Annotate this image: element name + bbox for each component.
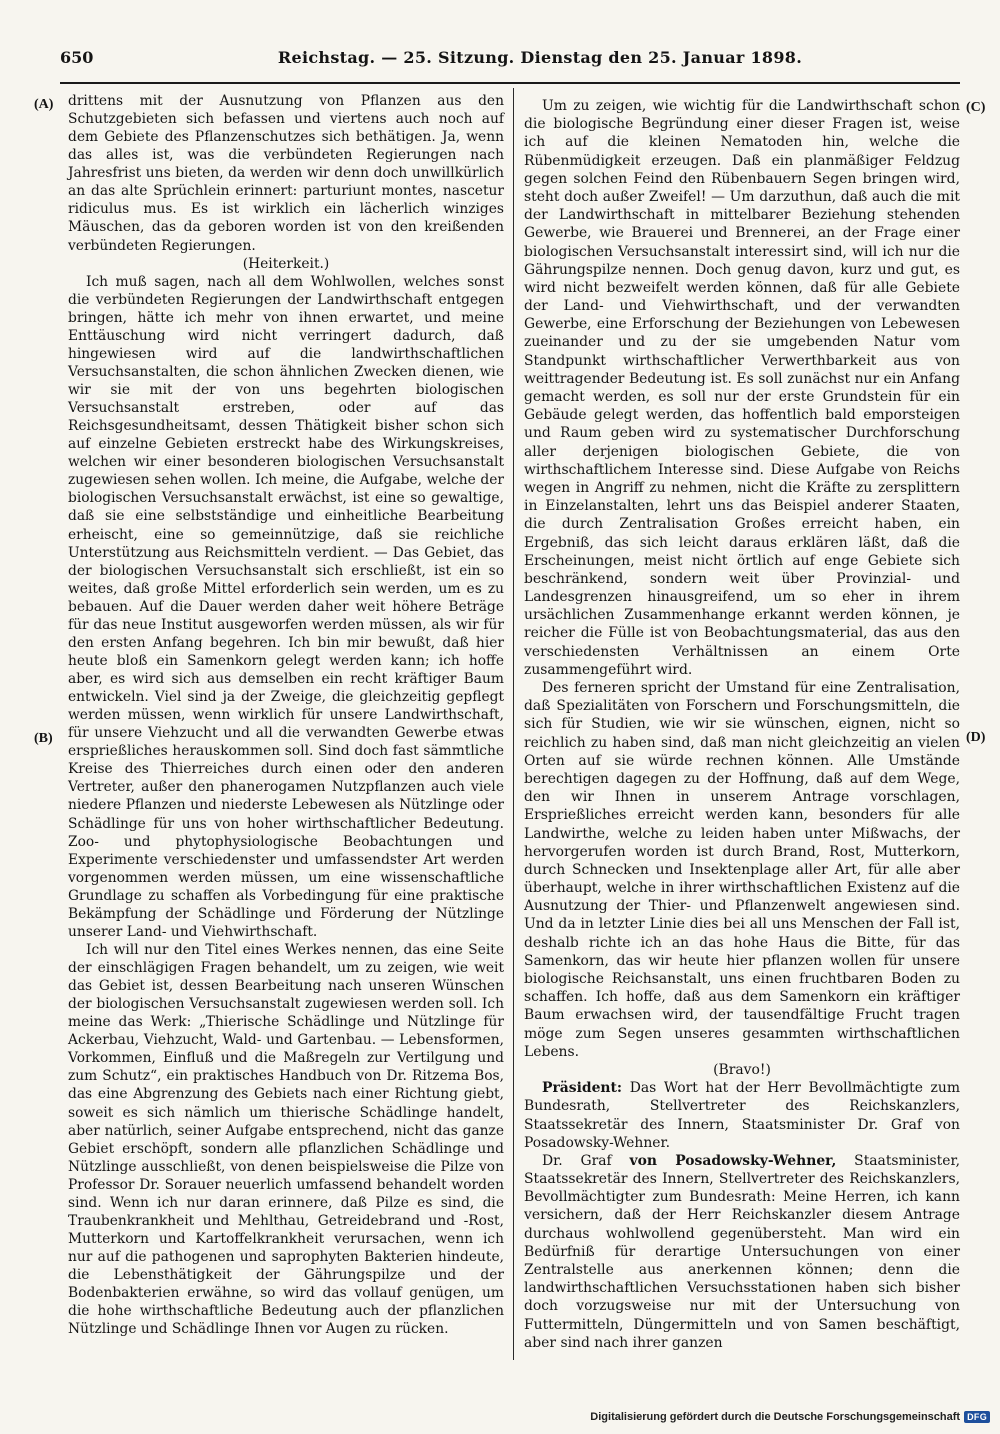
margin-marker-a: (A): [34, 97, 54, 112]
paragraph: Ich muß sagen, nach all dem Wohlwollen, welches sonst die verbündeten Regierungen der Landwirthschaft entgegen bringen, hätte ich mehr von ihnen erwartet, und meine Enttäuschung wird nicht verringert dadurch, daß hingewiesen wird auf die landwirthschaftlichen Versuchsanstalten, die schon ähnlichen Zwecken dienen, wie wir sie mit der von uns begehrten biologischen Versuchsanstalt erstreben, oder auf das Reichsgesundheitsamt, dessen Thätigkeit bisher schon sich auf einzelne Gebieten erstreckt habe des Wirkungskreises, welchen wir einer besonderen biologischen Versuchsanstalt zugewiesen sehen wollen. Ich meine, die Aufgabe, welche der biologischen Versuchsanstalt erwächst, ist eine so gewaltige, daß sie eine selbstständige und einheitliche Bearbeitung erheischt, eine so gemeinnützige, daß sie reichliche Unterstützung aus Reichsmitteln verdient. — Das Gebiet, das der biologischen Versuchsanstalt sich erschließt, ist ein so weites, daß große Mittel erforderlich sein werden, um es zu bebauen. Auf die Dauer werden daher weit höhere Beträge für das neue Institut ausgeworfen werden müssen, als wir für den ersten Anfang begehren. Ich bin mir bewußt, daß hier heute bloß ein Samenkorn gelegt werden kann; ich hoffe aber, es wird sich aus demselben ein recht kräftiger Baum entwickeln. Viel sind ja der Zweige, die gleichzeitig gepflegt werden müssen, wenn wirklich für unsere Landwirthschaft, für unsere Viehzucht und all die verwandten Gewerbe etwas ersprießliches herauskommen soll. Sind doch fast sämmtliche Kreise des Thierreiches durch einen oder den anderen Vertreter, außer den phanerogamen Nutzpflanzen auch viele niedere Pflanzen und niederste Lebewesen als Nützlinge oder Schädlinge für uns von hoher wirthschaftlicher Bedeutung. Zoo- und phytophysiologische Beobachtungen und Experimente verschiedenster und umfassendster Art werden vorgenommen werden müssen, um eine wissenschaftliche Grundlage zu schaffen als Vorbedingung für eine praktische Bekämpfung der Schädlinge und Förderung der Nützlinge unserer Land- und Viehwirthschaft.: [68, 273, 504, 940]
speech-text: Staatsminister, Staatssekretär des Innern, Stellvertreter des Reichskanzlers, Bevollmächtigter zum Bundesrath: Meine Herren, ich kann versichern, daß der Herr Reichskanzler diesem Antrage durchaus wohlwollend gegenübersteht. Man wird ein Bedürfniß für derartige Untersuchungen von einer Zentralstelle aus anerkennen können; denn die landwirthschaftlichen Versuchsstationen haben sich bisher doch vorzugsweise nur mit der Untersuchung von Futtermitteln, Düngermitteln und von Samen beschäftigt, aber sind nach ihrer ganzen: [524, 1152, 961, 1351]
margin-marker-c: (C): [966, 100, 986, 115]
running-head: Reichstag. — 25. Sitzung. Dienstag den 25. Januar 1898.: [277, 48, 803, 67]
footer-credit: Digitalisierung gefördert durch die Deutsche Forschungsgemeinschaft: [590, 1411, 961, 1423]
margin-marker-b: (B): [34, 731, 53, 746]
page-footer: [590, 1411, 990, 1423]
paragraph: Um zu zeigen, wie wichtig für die Landwirthschaft schon die biologische Begründung einer dieser Fragen ist, weise ich auf die kleinen Nematoden hin, welche die Rübenmüdigkeit erzeugen. Daß ein planmäßiger Feldzug gegen solchen Feind den Rübenbauern Segen bringen wird, steht doch außer Zweifel! — Um darzuthun, daß auch die mit der Landwirthschaft in mittelbarer Beziehung stehenden Gewerbe, wie Brauerei und Brennerei, an der Frage einer biologischen Versuchsanstalt interessirt sind, will ich nur die Gährungspilze nennen. Doch genug davon, kurz und gut, es wird nicht bezweifelt werden können, daß für alle Gebiete der Land- und Viehwirthschaft, und der verwandten Gewerbe, eine Erforschung der Beziehungen von Lebewesen zueinander und zu der sie umgebenden Natur vom Standpunkt wirthschaftlicher Verwerthbarkeit aus von weittragender Bedeutung ist. Es soll zunächst nur ein Anfang gemacht werden, es soll nur der erste Grundstein für ein Gebäude gelegt werden, das hoffentlich bald emporsteigen und Raum geben wird zu systematischer Durchforschung aller derjenigen biologischen Gebiete, die von wirthschaftlichem Interesse sind. Diese Aufgabe von Reichs wegen in Angriff zu nehmen, nicht die Kräfte zu zersplittern in Einzelanstalten, lehrt uns das Beispiel anderer Staaten, die durch Zentralisation Großes erreicht haben, ein Ergebniß, das sich leicht daraus erklären läßt, daß die Erscheinungen, meist nicht örtlich auf enge Gebiete sich beschränkend, sondern weit über Provinzial- und Landesgrenzen hinausgreifend, um so eher in ihrem ursächlichen Zusammenhange erkannt werden können, je reicher die Fülle ist von Beobachtungsmaterial, das aus den verschiedensten Verhältnissen an einem Orte zusammengeführt wird.: [524, 98, 960, 678]
dfg-logo: DFG: [964, 1411, 990, 1423]
speech-text: Das Wort hat der Herr Bevollmächtigte zum Bundesrath, Stellvertreter des Reichskanzlers, Staatssekretär des Innern, Staatsminister Dr. Graf von Posadowsky-Wehner.: [524, 1080, 960, 1151]
speaker-prefix: Dr. Graf: [542, 1152, 630, 1169]
header-rule: [60, 82, 960, 84]
page-number: 650: [60, 48, 94, 67]
paragraph: Ich will nur den Titel eines Werkes nennen, das eine Seite der einschlägigen Fragen behandelt, um zu zeigen, wie weit das Gebiet ist, dessen Bearbeitung nach unseren Wünschen der biologischen Versuchsanstalt zugewiesen werden soll. Ich meine das Werk: „Thierische Schädlinge und Nützlinge für Ackerbau, Viehzucht, Wald- und Gartenbau. — Lebensformen, Vorkommen, Einfluß und die Maßregeln zur Vertilgung und zum Schutz“, ein praktisches Handbuch von Dr. Ritzema Bos, das eine Abgrenzung des Gebiets nach einer Richtung giebt, soweit es sich nämlich um thierische Schädlinge handelt, aber natürlich, seiner Aufgabe entsprechend, nicht das ganze Gebiet erschöpft, sondern alle pflanzlichen Schädlinge und Nützlinge ausschließt, von denen beispielsweise die Pilze von Professor Dr. Sorauer neuerlich umfassend behandelt worden sind. Wenn ich nur daran erinnere, daß Pilze es sind, die Traubenkrankheit und Mehlthau, Getreidebrand und -Rost, Mutterkorn und Kartoffelkrankheit verursachen, wenn ich nur auf die pathogenen und saprophyten Bakterien hindeute, die Lebensthätigkeit der Gährungspilze und der Bodenbakterien erwähne, so wird das vollauf genügen, um die hohe wirthschaftliche Bedeutung auch der pflanzlichen Nützlinge und Schädlinge Ihnen vor Augen zu rücken.: [68, 941, 504, 1338]
right-column: [524, 97, 960, 1352]
speaker-paragraph: [524, 1079, 960, 1152]
column-divider: [513, 88, 514, 1360]
interjection: (Bravo!): [713, 1061, 771, 1078]
speaker-paragraph: [524, 1152, 960, 1352]
interjection: (Heiterkeit.): [242, 255, 330, 272]
margin-marker-d: (D): [966, 730, 986, 745]
speaker-name: von Posadowsky-Wehner,: [629, 1152, 837, 1169]
speaker-name: Präsident:: [542, 1080, 623, 1097]
paragraph: drittens mit der Ausnutzung von Pflanzen aus den Schutzgebieten sich befassen und viertens auch noch auf dem Gebiete des Pflanzenschutzes sich bethätigen. Ja, wenn das alles ist, was die verbündeten Regierungen nach Jahresfrist uns bieten, da werden wir denn doch unwillkürlich an das alte Sprüchlein erinnert: parturiunt montes, nascetur ridiculus mus. Es ist wirklich ein lächerlich winziges Mäuschen, das da geboren worden ist von den kreißenden verbündeten Regierungen.: [68, 93, 504, 254]
paragraph: Des ferneren spricht der Umstand für eine Zentralisation, daß Spezialitäten von Forschern und Forschungsmitteln, die sich für Studien, wie wir sie wünschen, eignen, nicht so reichlich zu haben sind, daß man nicht gleichzeitig an vielen Orten auf sie würde rechnen können. Alle Umstände berechtigen dagegen zu der Hoffnung, daß auf dem Wege, den wir Ihnen in unserem Antrage vorschlagen, Ersprießliches erreicht werden kann, besonders für alle Landwirthe, welche zu leiden haben unter Mißwachs, der hervorgerufen worden ist durch Brand, Rost, Mutterkorn, durch Schnecken und Insektenplage aller Art, für alle aber überhaupt, welche in ihrer wirthschaftlichen Existenz auf die Ausnutzung der Thier- und Pflanzenwelt angewiesen sind. Und da in letzter Linie dies bei all uns Menschen der Fall ist, deshalb richte ich an das hohe Haus die Bitte, für das Samenkorn, das wir heute hier pflanzen wollen für unsere biologische Reichsanstalt, uns einen fruchtbaren Boden zu schaffen. Ich hoffe, daß aus dem Samenkorn ein kräftiger Baum erwachsen wird, der tausendfältige Frucht tragen möge zum Segen unseres gesammten wirthschaftlichen Lebens.: [524, 680, 960, 1060]
page-header: [60, 48, 960, 76]
left-column: [68, 92, 504, 1338]
